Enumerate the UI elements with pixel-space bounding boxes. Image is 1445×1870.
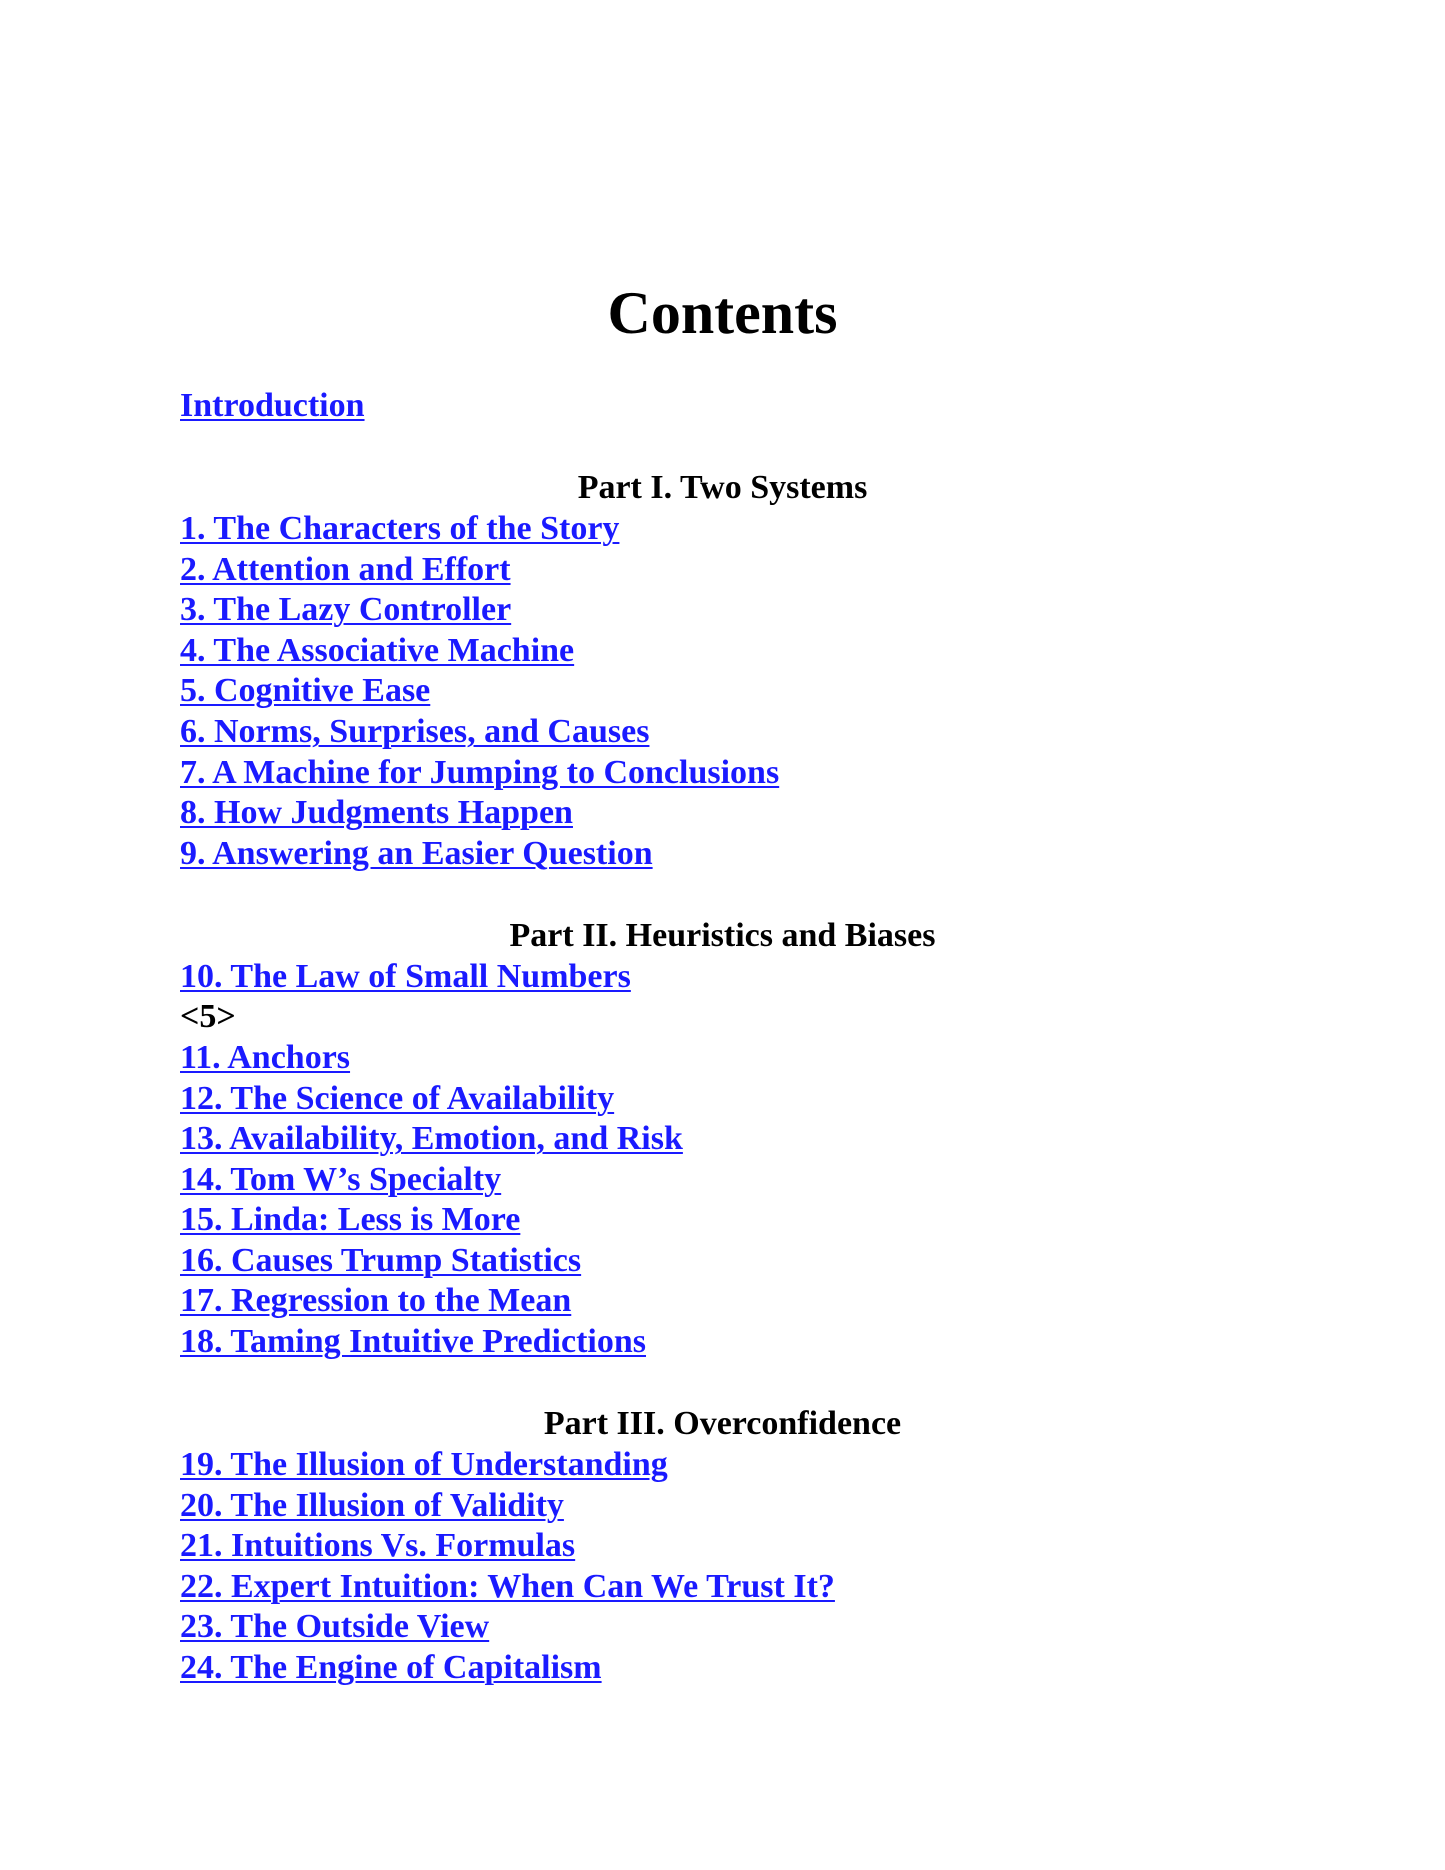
toc-link[interactable]: 9. Answering an Easier Question [180,834,653,872]
toc-link[interactable]: 6. Norms, Surprises, and Causes [180,712,650,750]
toc-link[interactable]: 1. The Characters of the Story [180,509,620,547]
toc-link[interactable]: 14. Tom W’s Specialty [180,1160,502,1198]
table-of-contents [180,386,1265,1689]
toc-link[interactable]: 10. The Law of Small Numbers [180,957,631,995]
toc-link[interactable]: 7. A Machine for Jumping to Conclusions [180,753,780,791]
toc-link[interactable]: 8. How Judgments Happen [180,794,573,832]
toc-link[interactable]: 18. Taming Intuitive Predictions [180,1323,646,1361]
toc-link[interactable]: 24. The Engine of Capitalism [180,1649,602,1687]
toc-link-introduction[interactable]: Introduction [180,387,365,424]
spacer [180,427,1265,469]
toc-link[interactable]: 11. Anchors [180,1038,351,1076]
toc-link[interactable]: 16. Causes Trump Statistics [180,1241,582,1279]
page-marker: <5> [180,998,236,1036]
toc-link[interactable]: 17. Regression to the Mean [180,1282,572,1320]
toc-link[interactable]: 19. The Illusion of Understanding [180,1446,668,1484]
toc-link[interactable]: 21. Intuitions Vs. Formulas [180,1527,576,1565]
part-heading: Part III. Overconfidence [543,1405,902,1443]
toc-link[interactable]: 22. Expert Intuition: When Can We Trust It? [180,1567,835,1605]
toc-link[interactable]: 3. The Lazy Controller [180,591,512,629]
toc-link[interactable]: 15. Linda: Less is More [180,1201,521,1239]
toc-link[interactable]: 5. Cognitive Ease [180,672,431,710]
spacer [180,874,1265,916]
part-heading: Part II. Heuristics and Biases [509,917,936,955]
toc-link[interactable]: 12. The Science of Availability [180,1079,615,1117]
spacer [180,1363,1265,1405]
toc-link[interactable]: 23. The Outside View [180,1608,490,1646]
toc-link[interactable]: 4. The Associative Machine [180,631,575,669]
toc-link[interactable]: 13. Availability, Emotion, and Risk [180,1120,683,1158]
toc-link[interactable]: 20. The Illusion of Validity [180,1486,564,1524]
page-title: Contents [607,280,838,346]
part-heading: Part I. Two Systems [577,469,868,507]
toc-link[interactable]: 2. Attention and Effort [180,550,511,588]
